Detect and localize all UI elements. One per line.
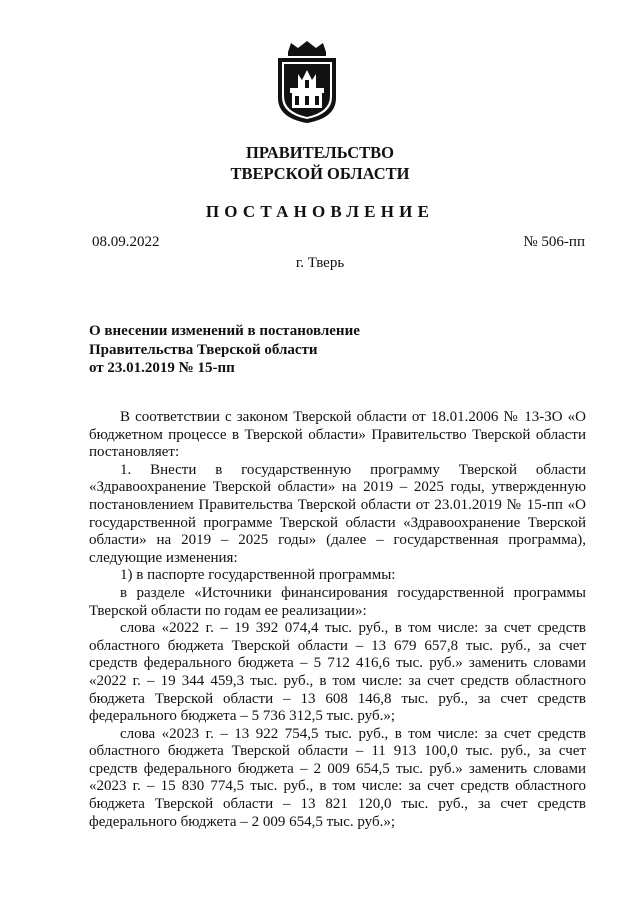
coat-of-arms-emblem	[274, 40, 340, 124]
government-title: ПРАВИТЕЛЬСТВО	[246, 143, 394, 162]
subject-line: Правительства Тверской области	[89, 341, 318, 358]
body-paragraph: слова «2022 г. – 19 392 074,4 тыс. руб., в том числе: за счет средств областного бюджета Тверской области – 13 679 657,8 тыс. руб., за счет средств федерального бюджета – 5 712 416,6 тыс. руб.» заменить словами «2022 г. – 19 344 459,3 тыс. руб., в том числе: за счет средств областного бюджета Тверской области – 13 608 146,8 тыс. руб., за счет средств федерального бюджета – 5 736 312,5 тыс. руб.»;	[89, 620, 586, 725]
body-paragraph: 1. Внести в государственную программу Тверской области «Здравоохранение Тверской области» на 2019 – 2025 годы, утвержденную постановлением Правительства Тверской области от 23.01.2019 № 15-пп «О государственной программе Тверской области «Здравоохранение Тверской области» на 2019 – 2025 годы» (далее – государственная программа), следующие изменения:	[89, 461, 586, 566]
body-paragraph: 1) в паспорте государственной программы:	[120, 567, 396, 584]
document-subject	[89, 322, 360, 378]
subject-line: О внесении изменений в постановление	[89, 323, 360, 339]
body-paragraph: слова «2023 г. – 13 922 754,5 тыс. руб., в том числе: за счет средств областного бюджета Тверской области – 11 913 100,0 тыс. руб., за счет средств федерального бюджета – 2 009 654,5 тыс. руб.» заменить словами «2023 г. – 15 830 774,5 тыс. руб., в том числе: за счет средств областного бюджета Тверской области – 13 821 120,0 тыс. руб., за счет средств федерального бюджета – 2 009 654,5 тыс. руб.»;	[89, 725, 586, 830]
body-paragraph: в разделе «Источники финансирования государственной программы Тверской области по годам ее реализации»:	[89, 584, 586, 619]
document-date: 08.09.2022	[92, 234, 160, 250]
document-body	[89, 409, 586, 831]
government-heading	[0, 142, 640, 184]
document-number: № 506-пп	[523, 234, 585, 250]
document-city: г. Тверь	[295, 255, 345, 271]
region-title: ТВЕРСКОЙ ОБЛАСТИ	[230, 164, 410, 183]
subject-line: от 23.01.2019 № 15-пп	[89, 360, 235, 376]
document-type-title: ПОСТАНОВЛЕНИЕ	[205, 202, 435, 221]
body-paragraph: В соответствии с законом Тверской области от 18.01.2006 № 13-ЗО «О бюджетном процессе в Тверской области» Правительство Тверской области постановляет:	[89, 409, 586, 461]
